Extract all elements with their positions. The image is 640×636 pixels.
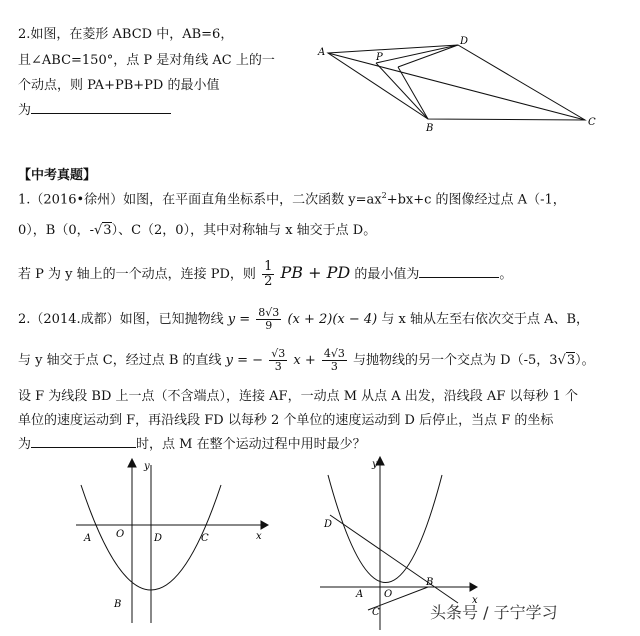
graph2-label-o: O (384, 589, 393, 600)
segment-pb (376, 63, 428, 119)
q1-line1a: 1.（2016•徐州）如图，在平面直角坐标系中，二次函数 y=ax (18, 192, 382, 208)
q1-line2b: ）、C（2，0），其中对称轴与 x 轴交于点 D。 (111, 223, 377, 238)
graph1-label-b: B (114, 599, 122, 610)
rhombus-diagram (310, 35, 610, 135)
problem2-line2: 且∠ABC=150°，点 P 是对角线 AC 上的一 (18, 53, 275, 68)
q2-frac3-den: 3 (330, 360, 338, 373)
answer-blank (31, 99, 171, 114)
graph2-label-b: B (426, 577, 434, 588)
graph2-parabola (328, 475, 442, 583)
watermark: 头条号 / 子宁学习 (430, 603, 558, 622)
graph2-label-d: D (324, 519, 333, 530)
q2-frac1-num: 8√3 (258, 306, 280, 319)
q1-line3 (18, 258, 512, 290)
problem2-line3: 个动点，则 PA+PB+PD 的最小值 (18, 78, 220, 93)
q1-frac-num: 1 (264, 259, 273, 274)
q1-line2a: 0），B（0，- (18, 223, 94, 238)
label-p: P (376, 52, 383, 63)
q1-line1 (18, 183, 566, 213)
graph2-x-arrow (470, 583, 477, 591)
graph1-label-o: O (116, 529, 125, 540)
q2-expr: (x + 2)(x − 4) (287, 312, 378, 327)
graph2-label-x: x (472, 595, 478, 606)
q1-line1b: +bx+c 的图像经过点 A（-1， (386, 192, 566, 208)
graph1-x-arrow (261, 521, 268, 529)
graph1-label-y: y (144, 461, 150, 472)
q1-line3a: 若 P 为 y 轴上的一个动点，连接 PD，则 (18, 267, 256, 282)
graph1-label-x: x (256, 531, 262, 542)
q2-frac2-num: √3 (271, 347, 286, 360)
q1-sup: 2 (381, 191, 387, 200)
graph2-label-c: C (372, 607, 380, 618)
graph1 (66, 455, 276, 630)
q2-y-eq: y = (227, 312, 251, 327)
label-c: C (588, 117, 596, 128)
graph1-y-arrow (128, 459, 136, 467)
q2-line2b: 与抛物线的另一个交点为 D（-5，3 (353, 353, 558, 368)
graph1-label-c: C (201, 533, 209, 544)
q2-frac2-den: 3 (274, 360, 282, 373)
problem2-line4 (18, 98, 171, 124)
q2-line1 (18, 305, 589, 335)
q2-line3: 设 F 为线段 BD 上一点（不含端点），连接 AF，一动点 M 从点 A 出发，沿线段 AF 以每秒 1 个 (18, 389, 579, 404)
q2-line2: 与 y 轴交于点 C，经过点 B 的直线 y = − $\frac{√3}{3}$ x + $\frac{4√3}{3}$ 与抛物线的另一个交点为 D（-5，3√3）。 (18, 347, 595, 373)
q1-fraction (262, 260, 274, 289)
rhombus-outline (328, 45, 585, 120)
q2-frac1 (256, 307, 281, 332)
graph2-label-y: y (372, 459, 378, 470)
q2-frac1-den: 9 (265, 319, 273, 332)
label-a: A (318, 47, 326, 58)
q1-answer-blank (419, 263, 499, 278)
problem2-line1: 2.如图，在菱形 ABCD 中，AB=6， (18, 27, 234, 42)
q2-frac3 (322, 348, 347, 373)
q2-line1a: 2.（2014.成都）如图，已知抛物线 (18, 312, 224, 327)
q2-line4: 单位的速度运动到 F，再沿线段 FD 以每秒 2 个单位的速度运动到 D 后停止，当点 F 的坐标 (18, 413, 554, 428)
graph1-label-a: A (84, 533, 92, 544)
q2-line2a: 与 y 轴交于点 C，经过点 B 的直线 (18, 353, 222, 368)
label-b: B (426, 123, 434, 134)
q2-answer-blank (31, 433, 136, 448)
q2-line1b: 与 x 轴从左至右依次交于点 A、B， (381, 312, 590, 327)
q2-frac2 (269, 348, 287, 373)
q1-frac-den: 2 (264, 274, 273, 289)
q2-line2c: ）。 (575, 353, 595, 368)
label-d: D (460, 36, 469, 47)
problem2-line4-text: 为 (18, 103, 32, 118)
q1-expr: PB + PD (280, 263, 351, 282)
q2-x-plus: x + (293, 353, 316, 368)
graph2-label-a: A (356, 589, 364, 600)
q2-y-eq2: y = − (225, 353, 264, 368)
q2-frac3-num: 4√3 (323, 347, 345, 360)
q2-line5a: 为 (18, 437, 32, 452)
section-title: 【中考真题】 (18, 168, 97, 183)
graph2-line-bd (330, 515, 458, 603)
graph1-label-d: D (154, 533, 163, 544)
q1-line2: 0），B（0，-√3）、C（2，0），其中对称轴与 x 轴交于点 D。 (18, 223, 377, 238)
diagonal-ac (328, 53, 585, 120)
q1-line3end: 。 (499, 267, 513, 282)
q2-line2-sqrt: 3 (566, 353, 576, 368)
q2-line5b: 时，点 M 在整个运动过程中用时最少？ (136, 437, 366, 452)
q1-line2-sqrt: 3 (103, 223, 112, 238)
q1-line3b: 的最小值为 (354, 267, 420, 282)
